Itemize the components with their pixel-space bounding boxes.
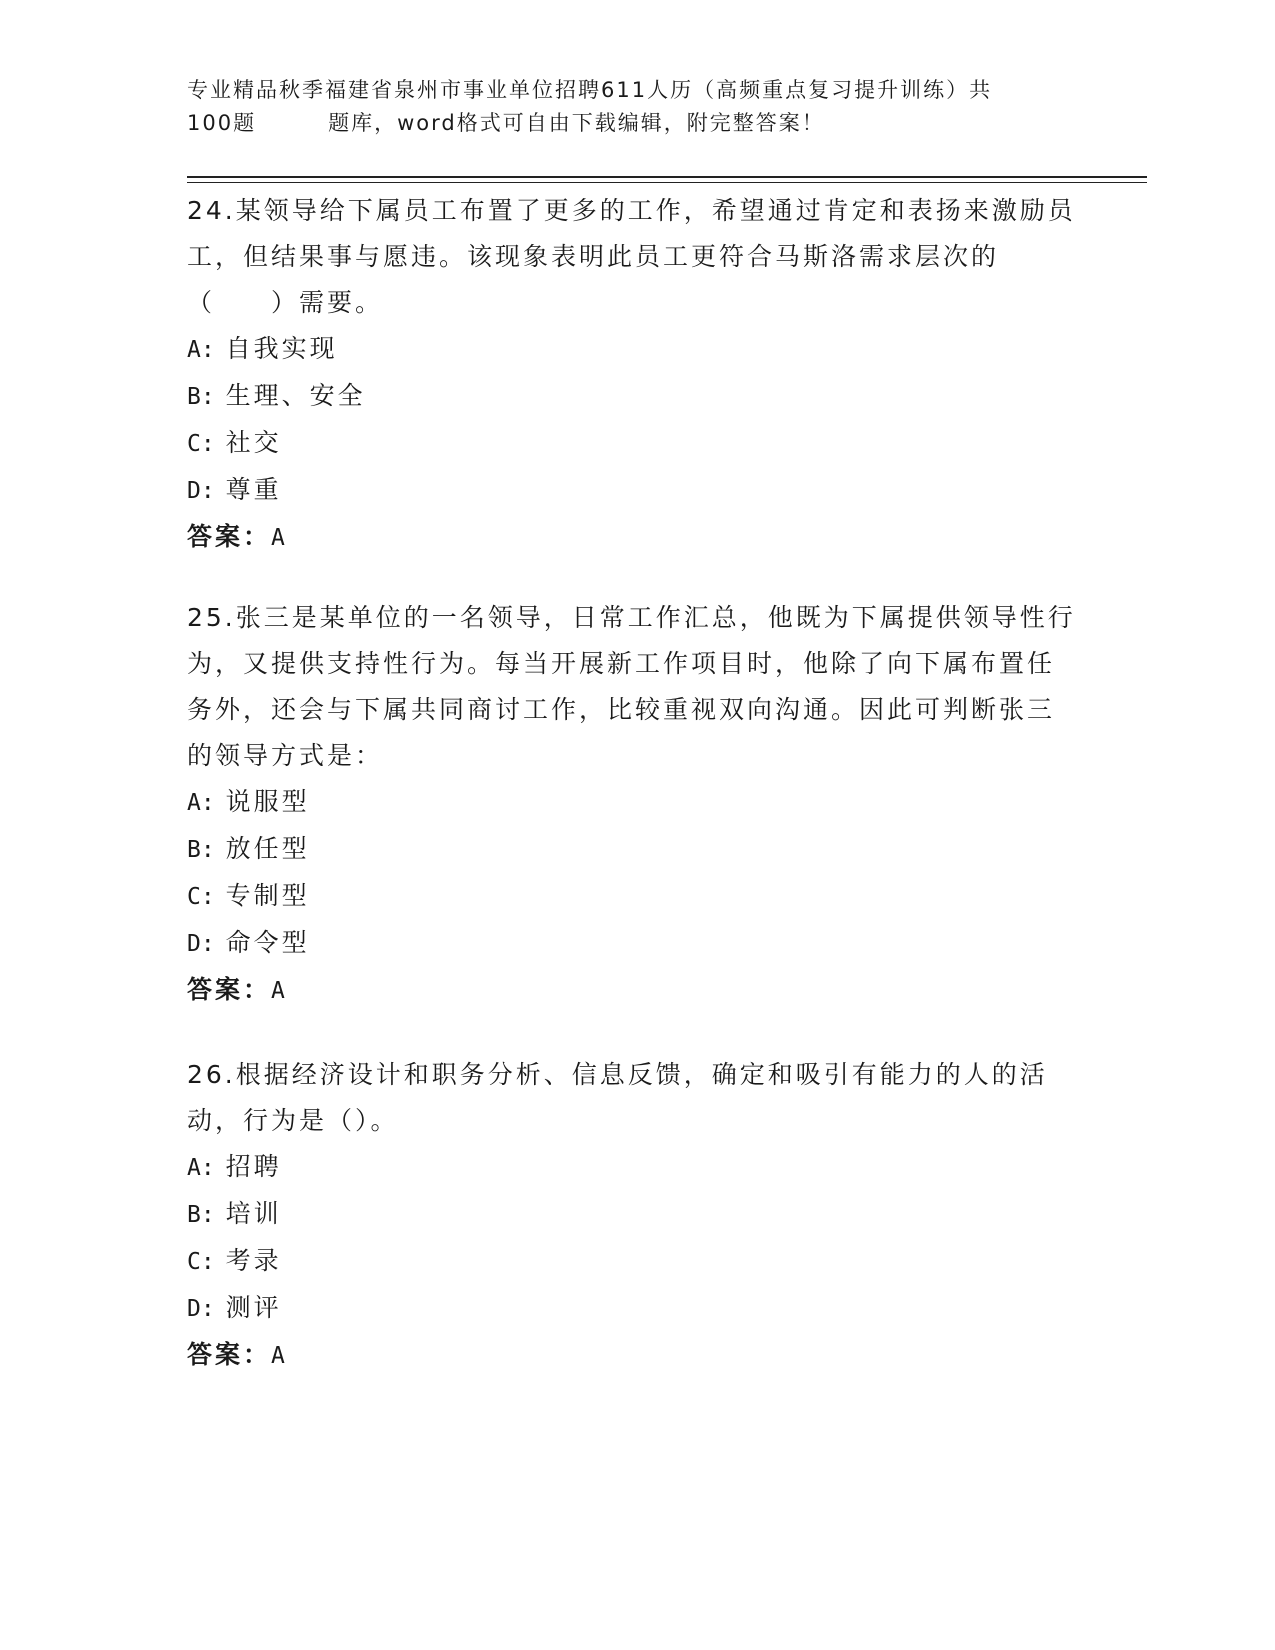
answer-line	[187, 1332, 1077, 1379]
option-a	[187, 326, 1077, 373]
document-header	[187, 74, 1087, 140]
option-letter: C:	[187, 884, 215, 910]
option-text: 测评	[225, 1293, 282, 1322]
option-a	[187, 1144, 1077, 1191]
option-letter: B:	[187, 1202, 215, 1228]
option-text: 尊重	[225, 475, 282, 504]
option-b	[187, 826, 1077, 873]
option-c	[187, 1238, 1077, 1285]
option-letter: D:	[187, 478, 215, 504]
option-letter: A:	[187, 337, 215, 363]
header-line-2	[187, 107, 1087, 140]
option-b	[187, 1191, 1077, 1238]
header-line-1: 专业精品秋季福建省泉州市事业单位招聘611人历（高频重点复习提升训练）共	[187, 78, 993, 102]
answer-value: A	[271, 1343, 288, 1369]
question-stem: 25.张三是某单位的一名领导，日常工作汇总，他既为下属提供领导性行为，又提供支持性行为。每当开展新工作项目时，他除了向下属布置任务外，还会与下属共同商讨工作，比较重视双向沟通。因此可判断张三的领导方式是：	[187, 603, 1076, 770]
option-text: 招聘	[225, 1152, 282, 1181]
option-text: 培训	[225, 1199, 282, 1228]
answer-value: A	[271, 525, 288, 551]
question-25	[187, 595, 1077, 1014]
option-d	[187, 920, 1077, 967]
option-text: 社交	[225, 428, 282, 457]
option-text: 专制型	[225, 881, 310, 910]
header-divider-thick	[187, 176, 1147, 178]
option-text: 自我实现	[225, 334, 338, 363]
option-a	[187, 779, 1077, 826]
option-c	[187, 873, 1077, 920]
option-c	[187, 420, 1077, 467]
option-letter: C:	[187, 1249, 215, 1275]
option-d	[187, 1285, 1077, 1332]
option-b	[187, 373, 1077, 420]
option-text: 放任型	[225, 834, 310, 863]
answer-label: 答案：	[187, 522, 272, 551]
question-24	[187, 188, 1077, 561]
answer-label: 答案：	[187, 1340, 272, 1369]
option-letter: B:	[187, 837, 215, 863]
option-d	[187, 467, 1077, 514]
header-question-count: 100题	[187, 111, 257, 135]
option-text: 命令型	[225, 928, 310, 957]
option-letter: B:	[187, 384, 215, 410]
option-text: 说服型	[225, 787, 310, 816]
option-text: 考录	[225, 1246, 282, 1275]
option-text: 生理、安全	[225, 381, 366, 410]
option-letter: A:	[187, 790, 215, 816]
answer-value: A	[271, 978, 288, 1004]
question-26	[187, 1052, 1077, 1379]
answer-line	[187, 967, 1077, 1014]
option-letter: A:	[187, 1155, 215, 1181]
question-stem: 24.某领导给下属员工布置了更多的工作，希望通过肯定和表扬来激励员工，但结果事与愿违。该现象表明此员工更符合马斯洛需求层次的（ ）需要。	[187, 196, 1076, 317]
option-letter: D:	[187, 1296, 215, 1322]
answer-label: 答案：	[187, 975, 272, 1004]
answer-line	[187, 514, 1077, 561]
header-description: 题库，word格式可自由下载编辑，附完整答案！	[328, 111, 825, 135]
option-letter: D:	[187, 931, 215, 957]
header-divider-thin	[187, 182, 1147, 183]
option-letter: C:	[187, 431, 215, 457]
question-stem: 26.根据经济设计和职务分析、信息反馈，确定和吸引有能力的人的活动，行为是（）。	[187, 1060, 1048, 1135]
